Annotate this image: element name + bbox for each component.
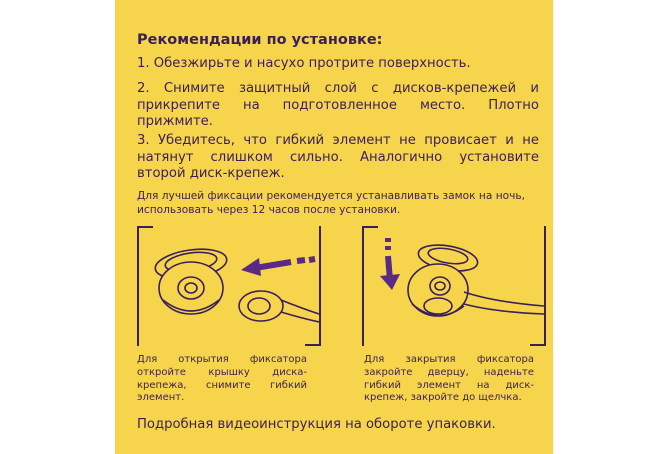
instruction-card	[115, 0, 553, 454]
open-lock-illustration-frame	[137, 226, 321, 346]
open-lock-illustration	[139, 226, 319, 346]
instructions-title: Рекомендации по установке:	[137, 32, 383, 48]
close-lock-caption: Для закрытия фиксатора закройте дверцу, наденьте гибкий элемент на диск-крепеж, закройте до щелчка.	[364, 354, 534, 404]
close-lock-illustration	[364, 226, 544, 346]
step-1: 1. Обезжирьте и насухо протрите поверхность.	[137, 56, 471, 71]
video-instruction-note: Подробная видеоинструкция на обороте упаковки.	[137, 417, 496, 432]
fixation-note: Для лучшей фиксации рекомендуется устанавливать замок на ночь, использовать через 12 часов после установки.	[137, 190, 525, 216]
step-2: 2. Снимите защитный слой с дисков-крепежей и прикрепите на подготовленное место. Плотно прижмите.	[137, 81, 539, 129]
close-lock-illustration-frame	[362, 226, 546, 346]
open-lock-caption: Для открытия фиксатора откройте крышку диска-крепежа, снимите гибкий элемент.	[137, 354, 307, 404]
step-3: 3. Убедитесь, что гибкий элемент не провисает и не натянут слишком сильно. Аналогично установите второй диск-крепеж.	[137, 133, 539, 181]
